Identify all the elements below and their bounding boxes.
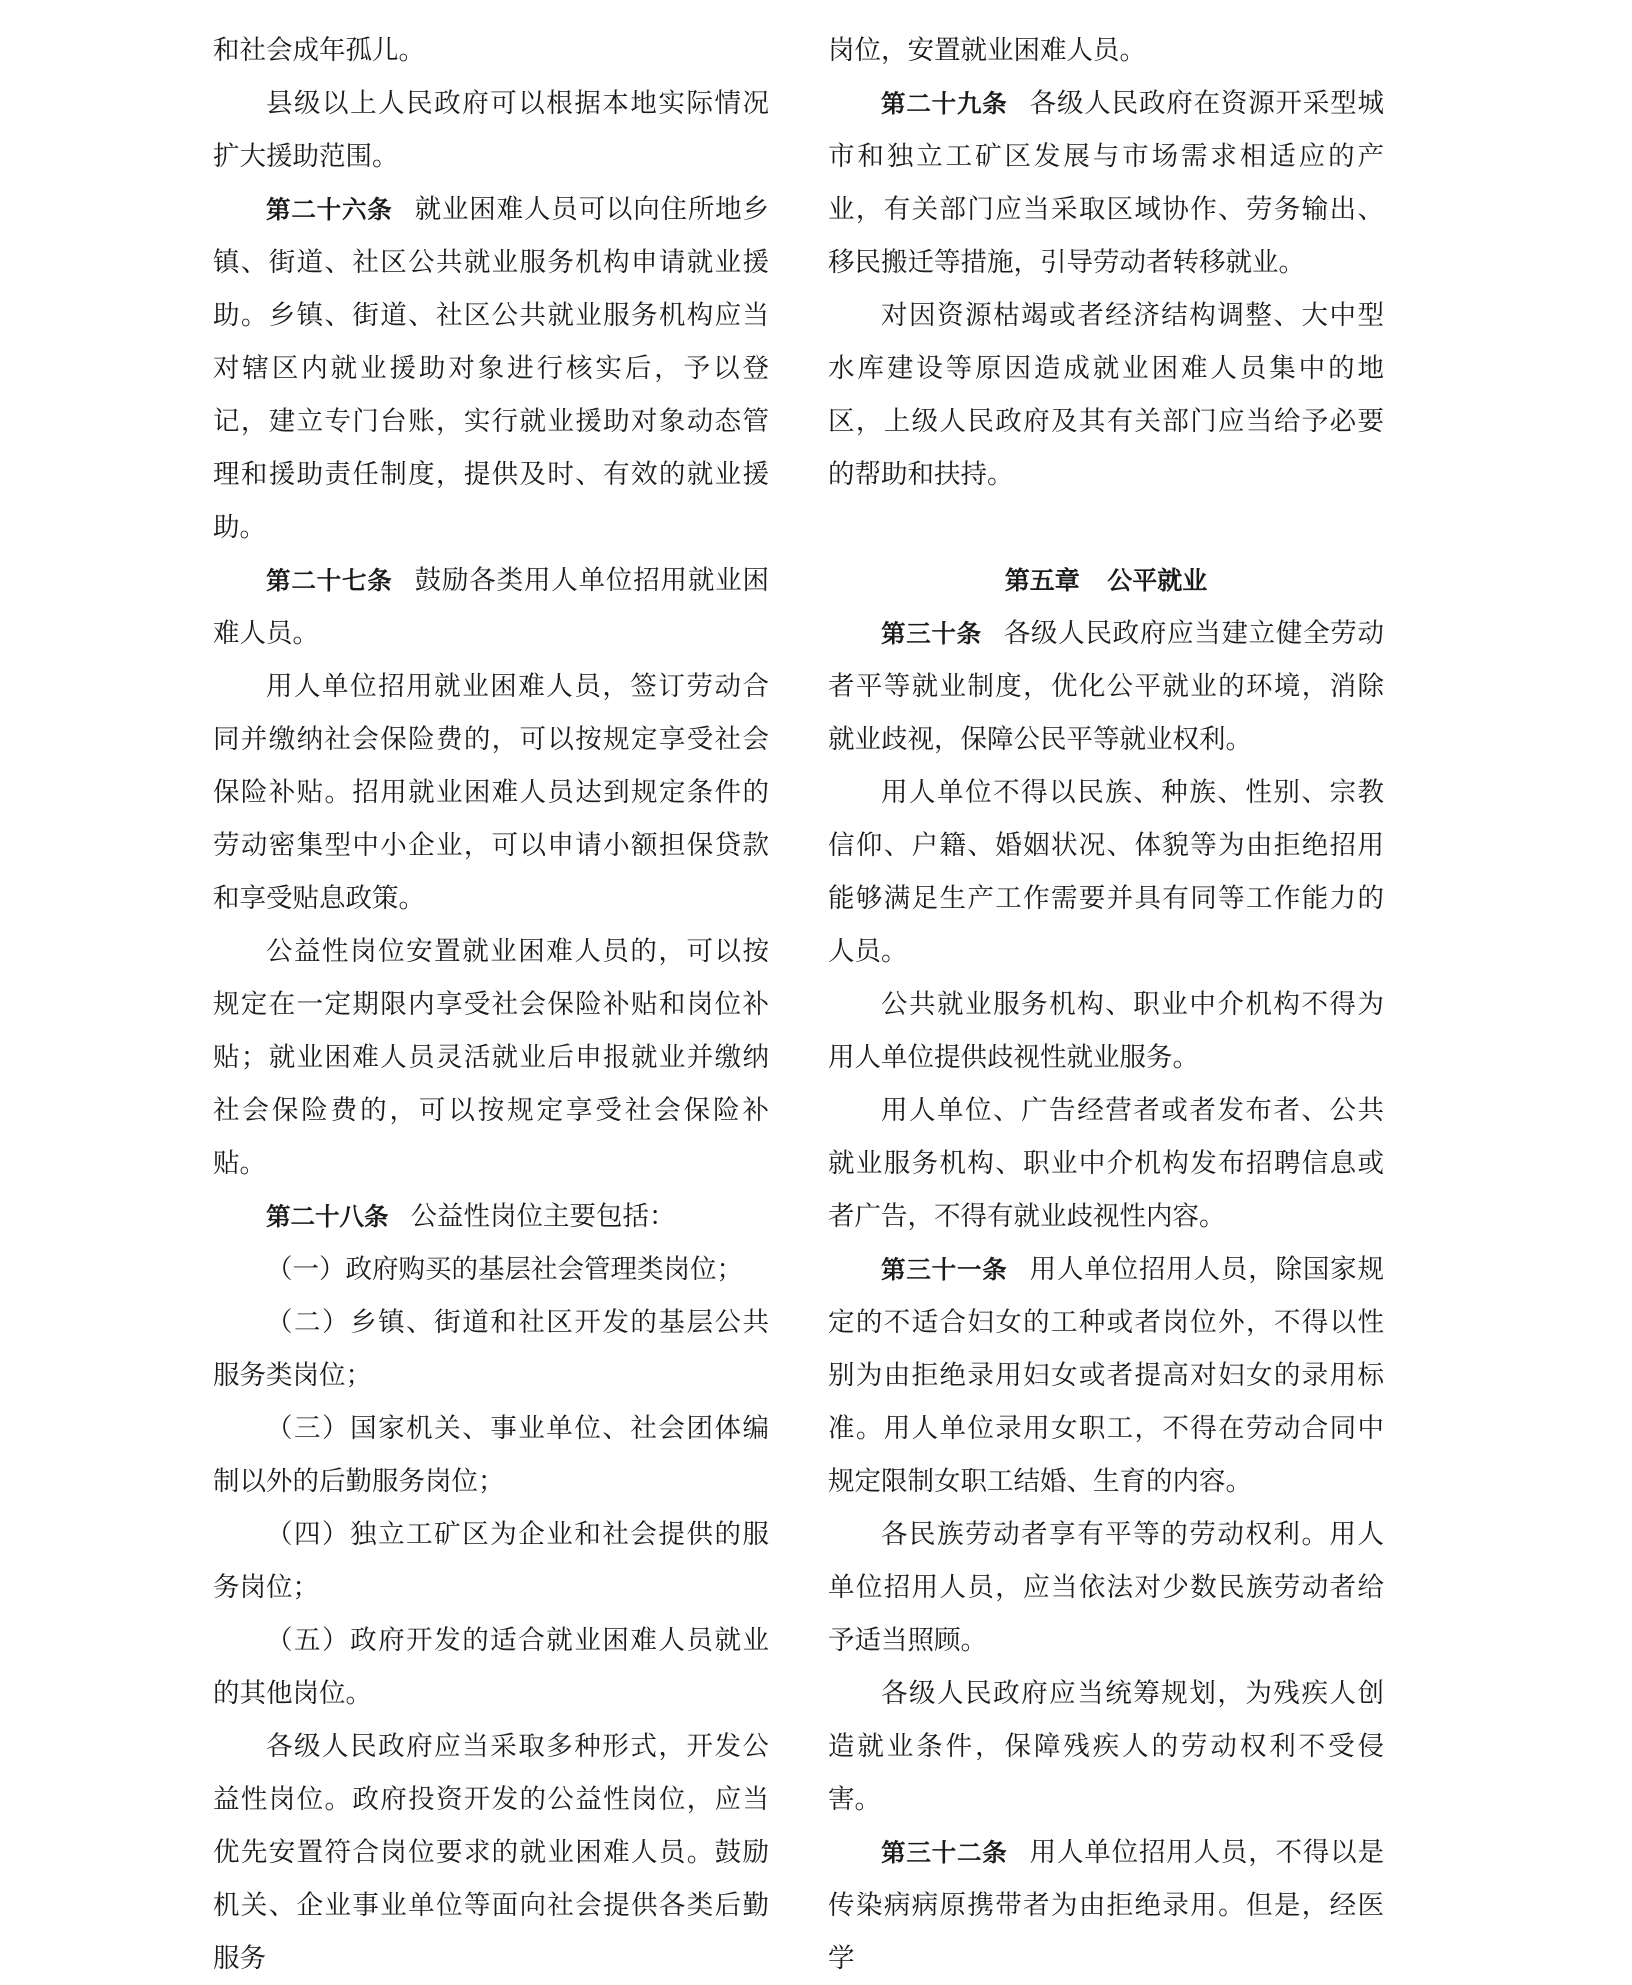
left-column — [213, 24, 769, 1985]
paragraph — [213, 24, 769, 77]
article-paragraph — [213, 554, 769, 660]
paragraph-text: 各级人民政府应当采取多种形式，开发公益性岗位。政府投资开发的公益性岗位，应当优先安置符合岗位要求的就业困难人员。鼓励机关、企业事业单位等面向社会提供各类后勤服务 — [213, 1731, 769, 1974]
paragraph-text: 各级人民政府在资源开采型城市和独立工矿区发展与市场需求相适应的产业，有关部门应当采取区域协作、劳务输出、移民搬迁等措施，引导劳动者转移就业。 — [828, 88, 1385, 278]
paragraph-text: 各民族劳动者享有平等的劳动权利。用人单位招用人员，应当依法对少数民族劳动者给予适当照顾。 — [828, 1519, 1384, 1656]
paragraph-text: 用人单位、广告经营者或者发布者、公共就业服务机构、职业中介机构发布招聘信息或者广告，不得有就业歧视性内容。 — [828, 1095, 1384, 1232]
paragraph — [213, 1243, 769, 1296]
paragraph-text: （三）国家机关、事业单位、社会团体编制以外的后勤服务岗位； — [213, 1413, 769, 1497]
paragraph-text: 公益性岗位主要包括： — [410, 1201, 676, 1232]
paragraph — [828, 1084, 1384, 1243]
paragraph — [213, 1508, 769, 1614]
paragraph — [213, 77, 769, 183]
article-label: 第二十六条 — [266, 195, 393, 224]
article-paragraph — [213, 183, 769, 554]
paragraph-text: 和社会成年孤儿。 — [213, 35, 425, 66]
article-label: 第二十七条 — [266, 566, 393, 595]
right-column-bottom — [828, 607, 1384, 1985]
paragraph — [828, 1667, 1384, 1826]
paragraph — [828, 978, 1384, 1084]
paragraph-text: 对因资源枯竭或者经济结构调整、大中型水库建设等原因造成就业困难人员集中的地区，上级人民政府及其有关部门应当给予必要的帮助和扶持。 — [828, 300, 1384, 490]
paragraph — [213, 1614, 769, 1720]
paragraph-text: 就业困难人员可以向住所地乡镇、街道、社区公共就业服务机构申请就业援助。乡镇、街道、社区公共就业服务机构应当对辖区内就业援助对象进行核实后，予以登记，建立专门台账，实行就业援助对象动态管理和援助责任制度，提供及时、有效的就业援助。 — [213, 194, 770, 543]
paragraph-text: 岗位，安置就业困难人员。 — [828, 35, 1146, 66]
paragraph-text: 鼓励各类用人单位招用就业困难人员。 — [213, 565, 770, 649]
chapter-heading — [828, 554, 1384, 607]
paragraph-text: 用人单位招用人员，不得以是传染病病原携带者为由拒绝录用。但是，经医学 — [828, 1837, 1385, 1974]
paragraph-text: 公益性岗位安置就业困难人员的，可以按规定在一定期限内享受社会保险补贴和岗位补贴；就业困难人员灵活就业后申报就业并缴纳社会保险费的，可以按规定享受社会保险补贴。 — [213, 936, 769, 1179]
paragraph-text: 各级人民政府应当统筹规划，为残疾人创造就业条件，保障残疾人的劳动权利不受侵害。 — [828, 1678, 1384, 1815]
chapter-title: 公平就业 — [1107, 566, 1208, 595]
article-paragraph — [828, 1243, 1384, 1508]
paragraph-text: （四）独立工矿区为企业和社会提供的服务岗位； — [213, 1519, 769, 1603]
article-label: 第三十条 — [881, 619, 982, 648]
paragraph-text: （五）政府开发的适合就业困难人员就业的其他岗位。 — [213, 1625, 769, 1709]
paragraph — [828, 24, 1384, 77]
paragraph — [213, 925, 769, 1190]
article-paragraph — [828, 1826, 1384, 1985]
article-paragraph — [828, 77, 1384, 289]
paragraph-text: 用人单位招用人员，除国家规定的不适合妇女的工种或者岗位外，不得以性别为由拒绝录用妇女或者提高对妇女的录用标准。用人单位录用女职工，不得在劳动合同中规定限制女职工结婚、生育的内容。 — [828, 1254, 1385, 1497]
article-paragraph — [828, 607, 1384, 766]
paragraph — [213, 1296, 769, 1402]
paragraph — [828, 1508, 1384, 1667]
paragraph-text: 用人单位不得以民族、种族、性别、宗教信仰、户籍、婚姻状况、体貌等为由拒绝招用能够满足生产工作需要并具有同等工作能力的人员。 — [828, 777, 1384, 967]
paragraph-text: 公共就业服务机构、职业中介机构不得为用人单位提供歧视性就业服务。 — [828, 989, 1384, 1073]
right-column-top — [828, 24, 1384, 501]
paragraph-text: （一）政府购买的基层社会管理类岗位； — [266, 1254, 743, 1285]
paragraph — [828, 766, 1384, 978]
paragraph — [213, 660, 769, 925]
article-label: 第二十九条 — [881, 89, 1008, 118]
article-paragraph — [213, 1190, 769, 1243]
paragraph — [213, 1402, 769, 1508]
paragraph-text: 县级以上人民政府可以根据本地实际情况扩大援助范围。 — [213, 88, 769, 172]
paragraph — [213, 1720, 769, 1985]
article-label: 第三十二条 — [881, 1838, 1008, 1867]
article-label: 第二十八条 — [266, 1202, 389, 1231]
chapter-number: 第五章 — [1004, 566, 1080, 595]
right-column — [828, 24, 1384, 1985]
article-label: 第三十一条 — [881, 1255, 1008, 1284]
paragraph-text: （二）乡镇、街道和社区开发的基层公共服务类岗位； — [213, 1307, 769, 1391]
paragraph-text: 用人单位招用就业困难人员，签订劳动合同并缴纳社会保险费的，可以按规定享受社会保险补贴。招用就业困难人员达到规定条件的劳动密集型中小企业，可以申请小额担保贷款和享受贴息政策。 — [213, 671, 769, 914]
paragraph-text: 各级人民政府应当建立健全劳动者平等就业制度，优化公平就业的环境，消除就业歧视，保障公民平等就业权利。 — [828, 618, 1384, 755]
paragraph — [828, 289, 1384, 501]
